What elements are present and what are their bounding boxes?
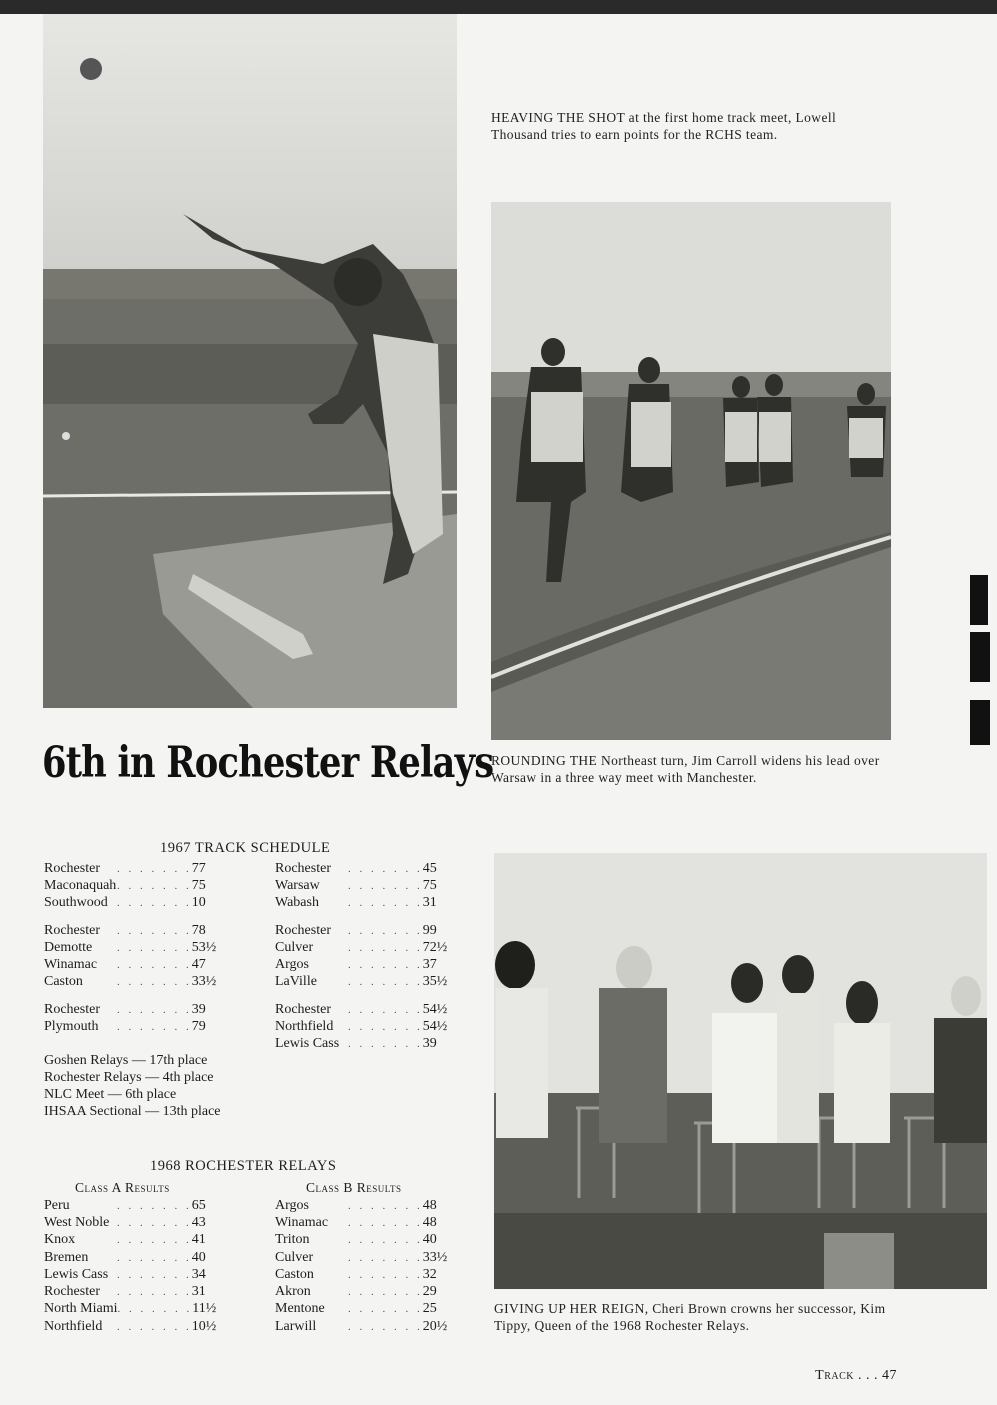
queen-caption-text: Cheri Brown crowns her successor, Kim Tippy, Queen of the 1968 Rochester Relays. [494,1301,886,1333]
leader-dots: . . . . . . . [347,1268,423,1281]
schedule-right-group-3 [275,1001,455,1053]
binding-clip [970,700,990,745]
team-score: 53½ [191,939,217,955]
class-b-results [275,1197,455,1335]
team-score: 47 [191,957,206,973]
team-name: Warsaw [275,877,320,893]
page-folio [815,1368,897,1384]
schedule-right-group-1 [275,860,455,912]
team-name: Rochester [44,922,100,938]
leader-dots: . . . . . . . [347,976,423,989]
schedule-row [275,956,455,973]
relay-row [275,1283,455,1300]
team-name: Demotte [44,939,93,955]
team-score: 48 [422,1197,437,1213]
meet-result: IHSAA Sectional — 13th place [44,1104,221,1119]
leader-dots: . . . . . . . [117,1303,193,1316]
team-name: North Miami [44,1301,118,1317]
schedule-row [275,922,455,939]
relays-title: 1968 ROCHESTER RELAYS [150,1158,337,1174]
team-score: 72½ [422,939,448,955]
team-name: Caston [275,1266,314,1282]
leader-dots: . . . . . . . [347,959,423,972]
shot-caption-text: at the first home track meet, Lowell Thousand tries to earn points for the RCHS team. [491,110,837,142]
team-score: 10½ [191,1318,217,1334]
team-name: Peru [44,1197,70,1213]
runners-caption-text: Northeast turn, Jim Carroll widens his lead over Warsaw in a three way meet with Manchester. [491,753,880,785]
team-name: Argos [275,1197,309,1213]
leader-dots: . . . . . . . [347,1038,423,1051]
class-a-results [44,1197,224,1335]
meet-result: NLC Meet — 6th place [44,1087,177,1102]
leader-dots: . . . . . . . [347,941,423,954]
leader-dots: . . . . . . . [347,1021,423,1034]
team-score: 34 [191,1266,206,1282]
page-number: 47 [882,1368,897,1383]
shot-caption [491,109,891,143]
scan-top-edge [0,0,997,14]
schedule-left-column [44,860,224,1036]
team-name: Culver [275,1249,314,1265]
team-name: Mentone [275,1301,325,1317]
leader-dots: . . . . . . . [116,1268,192,1281]
team-score: 99 [422,922,437,938]
team-name: Plymouth [44,1019,99,1035]
team-score: 31 [191,1284,206,1300]
leader-dots: . . . . . . . [347,1286,423,1299]
schedule-row [275,1036,455,1053]
team-name: Argos [275,957,309,973]
leader-dots: . . . . . . . [347,1320,423,1333]
runners-photo [491,202,891,740]
leader-dots: . . . . . . . [347,1234,423,1247]
relay-row [44,1197,224,1214]
relay-row [275,1197,455,1214]
shot-put-photo [43,14,457,708]
leader-dots: . . . . . . . [116,941,192,954]
team-score: 65 [191,1197,206,1213]
schedule-row [275,877,455,894]
schedule-row [44,895,224,912]
team-name: Triton [275,1232,310,1248]
leader-dots: . . . . . . . [116,1003,192,1016]
schedule-right-column [275,860,455,1053]
team-name: Akron [275,1284,311,1300]
runners-caption-lead: ROUNDING THE [491,753,598,768]
relay-row [44,1232,224,1249]
team-name: Northfield [275,1019,334,1035]
team-score: 54½ [422,1019,448,1035]
team-score: 54½ [422,1001,448,1017]
relay-row [275,1318,455,1335]
leader-dots: . . . . . . . [116,862,192,875]
leader-dots: . . . . . . . [116,959,192,972]
leader-dots: . . . . . . . [116,1021,192,1034]
relay-row [44,1214,224,1231]
team-name: Lewis Cass [44,1266,109,1282]
schedule-row [44,860,224,877]
meet-result: Goshen Relays — 17th place [44,1053,208,1068]
team-name: Winamac [275,1214,329,1230]
schedule-right-group-2 [275,922,455,991]
team-score: 32 [422,1266,437,1282]
team-name: Larwill [275,1318,317,1334]
team-score: 39 [191,1001,206,1017]
relay-row [44,1301,224,1318]
team-score: 41 [191,1232,206,1248]
team-name: Bremen [44,1249,89,1265]
class-a-label: Class A Results [75,1180,170,1195]
team-name: Knox [44,1232,76,1248]
leader-dots: . . . . . . . [116,897,192,910]
team-name: Caston [44,974,83,990]
leader-dots: . . . . . . . [347,1199,423,1212]
leader-dots: . . . . . . . [116,976,192,989]
team-score: 40 [422,1232,437,1248]
binding-clip [970,632,990,682]
team-score: 31 [422,895,437,911]
schedule-row [275,939,455,956]
team-name: Rochester [275,922,331,938]
schedule-title: 1967 TRACK SCHEDULE [160,840,331,856]
schedule-row [275,1001,455,1018]
meet-result: Rochester Relays — 4th place [44,1070,214,1085]
leader-dots: . . . . . . . [116,1286,192,1299]
leader-dots: . . . . . . . [347,897,423,910]
team-score: 77 [191,860,206,876]
team-name: Rochester [275,860,331,876]
team-name: Rochester [44,860,100,876]
leader-dots: . . . . . . . [347,1003,423,1016]
schedule-row [275,974,455,991]
relay-row [44,1283,224,1300]
team-name: LaVille [275,974,317,990]
leader-dots: . . . . . . . [116,1199,192,1212]
team-score: 37 [422,957,437,973]
schedule-row [44,877,224,894]
leader-dots: . . . . . . . [116,924,192,937]
team-score: 48 [422,1214,437,1230]
leader-dots: . . . . . . . [347,1216,423,1229]
schedule-row [44,1001,224,1018]
team-name: Winamac [44,957,98,973]
leader-dots: . . . . . . . [116,1320,192,1333]
relay-row [275,1301,455,1318]
team-name: Wabash [275,895,319,911]
folio-dots: . . . [854,1368,882,1383]
relays-queen-photo [494,853,987,1289]
schedule-row [44,939,224,956]
class-b-label: Class B Results [306,1180,402,1195]
schedule-left-group-3 [44,1001,224,1036]
team-score: 45 [422,860,437,876]
queen-caption [494,1300,894,1334]
team-score: 39 [422,1036,437,1052]
team-score: 78 [191,922,206,938]
schedule-row [44,974,224,991]
queen-caption-lead: GIVING UP HER REIGN, [494,1301,649,1316]
leader-dots: . . . . . . . [116,1216,192,1229]
relay-row [44,1266,224,1283]
team-score: 20½ [422,1318,448,1334]
relay-row [275,1249,455,1266]
team-name: Maconaquah [44,877,117,893]
team-name: West Noble [44,1214,110,1230]
binding-clip [970,575,988,625]
leader-dots: . . . . . . . [347,862,423,875]
schedule-row [275,860,455,877]
leader-dots: . . . . . . . [347,1303,423,1316]
leader-dots: . . . . . . . [347,1251,423,1264]
shot-caption-lead: HEAVING THE SHOT [491,110,625,125]
team-name: Rochester [44,1284,100,1300]
schedule-row [44,956,224,973]
team-score: 33½ [191,974,217,990]
team-score: 10 [191,895,206,911]
team-name: Lewis Cass [275,1036,340,1052]
team-score: 35½ [422,974,448,990]
leader-dots: . . . . . . . [116,1251,192,1264]
team-name: Rochester [44,1001,100,1017]
team-score: 25 [422,1301,437,1317]
relay-row [275,1232,455,1249]
schedule-left-group-2 [44,922,224,991]
team-score: 40 [191,1249,206,1265]
schedule-row [275,895,455,912]
schedule-row [44,922,224,939]
leader-dots: . . . . . . . [347,924,423,937]
section-name: Track [815,1368,854,1383]
relay-row [44,1318,224,1335]
team-score: 79 [191,1019,206,1035]
team-score: 29 [422,1284,437,1300]
meet-results [44,1052,221,1120]
leader-dots: . . . . . . . [116,879,192,892]
leader-dots: . . . . . . . [347,879,423,892]
relay-row [275,1266,455,1283]
team-name: Southwood [44,895,108,911]
team-score: 33½ [422,1249,448,1265]
team-name: Northfield [44,1318,103,1334]
relay-row [44,1249,224,1266]
page-headline: 6th in Rochester Relays [42,738,494,788]
team-score: 75 [191,877,206,893]
schedule-row [275,1018,455,1035]
leader-dots: . . . . . . . [116,1234,192,1247]
team-score: 75 [422,877,437,893]
team-score: 43 [191,1214,206,1230]
schedule-left-group-1 [44,860,224,912]
runners-caption [491,752,891,786]
relay-row [275,1214,455,1231]
team-name: Culver [275,939,314,955]
schedule-row [44,1018,224,1035]
team-score: 11½ [192,1301,217,1317]
team-name: Rochester [275,1001,331,1017]
